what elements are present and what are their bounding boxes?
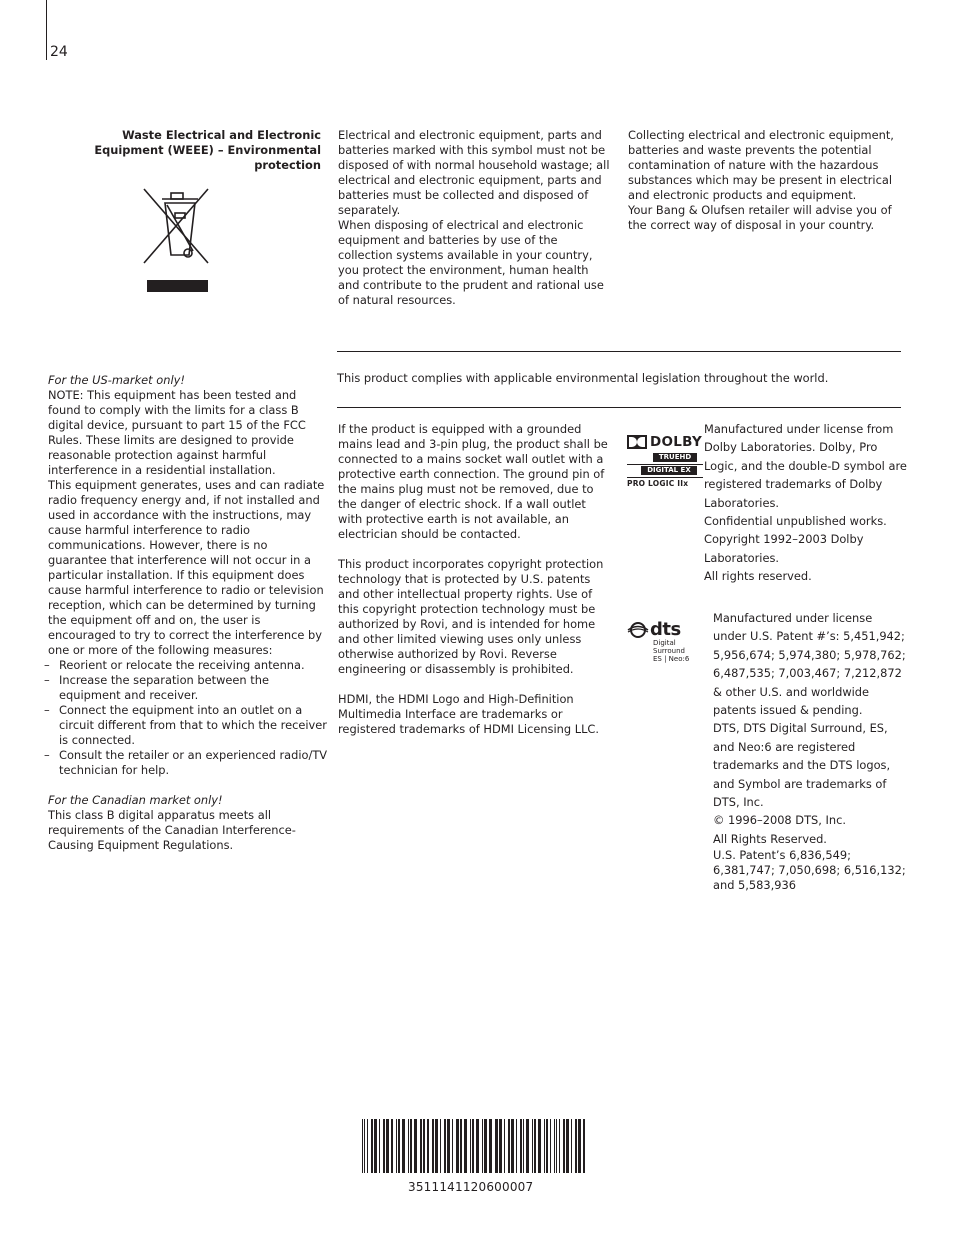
barcode-bar bbox=[414, 1119, 417, 1173]
barcode-bar bbox=[371, 1119, 373, 1173]
barcode-bar bbox=[556, 1119, 557, 1173]
dts-license-text bbox=[713, 609, 909, 893]
barcode-bar bbox=[546, 1119, 548, 1173]
barcode-bar bbox=[499, 1119, 502, 1173]
dts-symbol-icon bbox=[627, 622, 649, 638]
barcode-bar bbox=[452, 1119, 453, 1173]
barcode-bar bbox=[538, 1119, 541, 1173]
barcode-bar bbox=[364, 1119, 365, 1173]
dolby-license-text: Manufactured under license from Dolby Laboratories. Dolby, Pro Logic, and the double-D symbol are registered trademarks of Dolby Laboratories. Confidential unpublished works. Copyright 1992–2003 Dolby Laboratories. All rights reserved. bbox=[704, 422, 907, 584]
barcode-bar bbox=[362, 1119, 363, 1173]
dts-logo-sub1: Digital Surround bbox=[653, 639, 685, 655]
dts-logo bbox=[627, 621, 709, 663]
barcode-bar bbox=[559, 1119, 560, 1173]
barcode-bar bbox=[410, 1119, 412, 1173]
barcode-bar bbox=[563, 1119, 565, 1173]
barcode-bar bbox=[435, 1119, 438, 1173]
crossed-out-wheelie-bin-icon bbox=[138, 185, 214, 295]
dolby-pro-logic-label: PRO LOGIC IIx bbox=[627, 479, 689, 488]
barcode-bar bbox=[440, 1119, 441, 1173]
barcode-bar bbox=[402, 1119, 405, 1173]
barcode bbox=[362, 1119, 588, 1173]
barcode-bar bbox=[550, 1119, 551, 1173]
us-market-heading: For the US-market only! bbox=[48, 373, 185, 387]
barcode-bar bbox=[464, 1119, 467, 1173]
barcode-bar bbox=[476, 1119, 479, 1173]
page-number: 24 bbox=[50, 44, 68, 60]
dts-patents: U.S. Patent’s 6,836,549; 6,381,747; 7,050,698; 6,516,132; and 5,583,936 bbox=[713, 848, 906, 893]
dts-license-body: Manufactured under license under U.S. Patent #’s: 5,451,942; 5,956,674; 5,974,380; 5,978,762; 6,487,535; 7,003,467; 7,212,872 & other U.S. and worldwide patents issued & pending. DTS, DTS Digital Surround, ES, and Neo:6 are registered trademarks and the DTS logos, and Symbol are trademarks of DTS, Inc. © 1996–2008 DTS, Inc. All Rights Reserved. bbox=[713, 611, 906, 846]
barcode-bar bbox=[460, 1119, 462, 1173]
barcode-bar bbox=[583, 1119, 585, 1173]
list-item: – Reorient or relocate the receiving antenna. bbox=[48, 658, 328, 673]
barcode-bar bbox=[423, 1119, 425, 1173]
weee-text-col3: Collecting electrical and electronic equipment, batteries and waste prevents the potential contamination of nature with the hazardous substances which may be present in electrical and electronic products and equipment. Your Bang & Olufsen retailer will advise you of the correct way of disposal in your country. bbox=[628, 128, 894, 232]
barcode-bar bbox=[379, 1119, 380, 1173]
barcode-bar bbox=[571, 1119, 572, 1173]
rovi-notice: This product incorporates copyright protection technology that is protected by U.S. patents and other intellectual property rights. Use of this copyright protection technology must be authorized by Rovi, and is intended for home and other limited viewing uses only unless otherwise authorized by Rovi. Reverse engineering or disassembly is prohibited. bbox=[338, 557, 604, 676]
divider bbox=[337, 351, 901, 352]
barcode-bar bbox=[447, 1119, 450, 1173]
barcode-bar bbox=[520, 1119, 522, 1173]
barcode-bar bbox=[516, 1119, 517, 1173]
barcode-bar bbox=[575, 1119, 577, 1173]
dolby-truehd-label: TRUEHD bbox=[653, 453, 697, 462]
barcode-bar bbox=[386, 1119, 389, 1173]
barcode-bar bbox=[534, 1119, 536, 1173]
barcode-bar bbox=[566, 1119, 569, 1173]
barcode-bar bbox=[396, 1119, 397, 1173]
barcode-bar bbox=[578, 1119, 581, 1173]
barcode-bar bbox=[523, 1119, 524, 1173]
canada-body: This class B digital apparatus meets all requirements of the Canadian Interference-Causing Equipment Regulations. bbox=[48, 808, 296, 852]
weee-text-col2: Electrical and electronic equipment, parts and batteries marked with this symbol must not be disposed of with normal household wastage; all electrical and electronic equipment, parts and batteries must be collected and disposed of separately. When disposing of electrical and electronic equipment and batteries by use of the collection systems available in your country, you protect the environment, human health and contribute to the prudent and rational use of natural resources. bbox=[338, 128, 610, 307]
barcode-bar bbox=[470, 1119, 471, 1173]
barcode-bar bbox=[427, 1119, 429, 1173]
barcode-bar bbox=[472, 1119, 474, 1173]
barcode-bar bbox=[495, 1119, 498, 1173]
barcode-bar bbox=[489, 1119, 492, 1173]
barcode-bar bbox=[374, 1119, 377, 1173]
hdmi-notice: HDMI, the HDMI Logo and High-Definition Multimedia Interface are trademarks or registered trademarks of HDMI Licensing LLC. bbox=[338, 692, 599, 736]
us-market-body: NOTE: This equipment has been tested and found to comply with the limits for a class B digital device, pursuant to part 15 of the FCC Rules. These limits are designed to provide reasonable protection against harmful interference in a residential installation. This equipment generates, uses and can radiate radio frequency energy and, if not installed and used in accordance with the instructions, may cause harmful interference to radio communications. However, there is no guarantee that interference will not occur in a particular installation. If this equipment does cause harmful interference to radio or television reception, which can be determined by turning the equipment off and on, the user is encouraged to try to correct the interference by one or more of the following measures: bbox=[48, 388, 325, 657]
barcode-bar bbox=[383, 1119, 385, 1173]
list-item: – Increase the separation between the equipment and receiver. bbox=[48, 673, 328, 703]
barcode-bar bbox=[532, 1119, 533, 1173]
barcode-bar bbox=[484, 1119, 487, 1173]
barcode-bar bbox=[511, 1119, 514, 1173]
barcode-number: 3511141120600007 bbox=[408, 1180, 534, 1194]
fcc-notice bbox=[48, 373, 328, 853]
list-item: – Connect the equipment into an outlet on a circuit different from that to which the receiver is connected. bbox=[48, 703, 328, 748]
barcode-bar bbox=[544, 1119, 545, 1173]
barcode-bar bbox=[420, 1119, 422, 1173]
compliance-statement: This product complies with applicable environmental legislation throughout the world. bbox=[337, 371, 829, 385]
dolby-digital-ex-label: DIGITAL EX bbox=[641, 466, 697, 475]
dolby-logo-word: DOLBY bbox=[650, 433, 703, 450]
barcode-bar bbox=[504, 1119, 505, 1173]
barcode-bar bbox=[398, 1119, 400, 1173]
barcode-bar bbox=[554, 1119, 555, 1173]
weee-title: Waste Electrical and Electronic Equipment (WEEE) – Environmental protection bbox=[94, 128, 321, 172]
canada-heading: For the Canadian market only! bbox=[48, 793, 223, 807]
barcode-bar bbox=[391, 1119, 393, 1173]
dolby-logo bbox=[627, 434, 703, 488]
interference-measures-list bbox=[48, 658, 328, 778]
barcode-bar bbox=[408, 1119, 409, 1173]
double-d-icon bbox=[627, 435, 647, 449]
barcode-bar bbox=[482, 1119, 483, 1173]
divider bbox=[337, 407, 901, 408]
barcode-bar bbox=[508, 1119, 510, 1173]
dts-logo-sub2: ES | Neo:6 bbox=[653, 655, 690, 663]
barcode-bar bbox=[526, 1119, 529, 1173]
margin-rule bbox=[46, 0, 47, 60]
barcode-bar bbox=[456, 1119, 459, 1173]
grounding-notice: If the product is equipped with a grounded mains lead and 3-pin plug, the product shall be connected to a mains socket wall outlet with a protective earth connection. The ground pin of the mains plug must not be removed, due to the danger of electric shock. If a wall outlet with protective earth is not available, an electrician should be contacted. bbox=[338, 422, 608, 541]
barcode-bar bbox=[367, 1119, 368, 1173]
barcode-bar bbox=[444, 1119, 446, 1173]
dts-logo-word: dts bbox=[650, 619, 681, 640]
barcode-bar bbox=[432, 1119, 434, 1173]
list-item: – Consult the retailer or an experienced radio/TV technician for help. bbox=[48, 748, 328, 778]
